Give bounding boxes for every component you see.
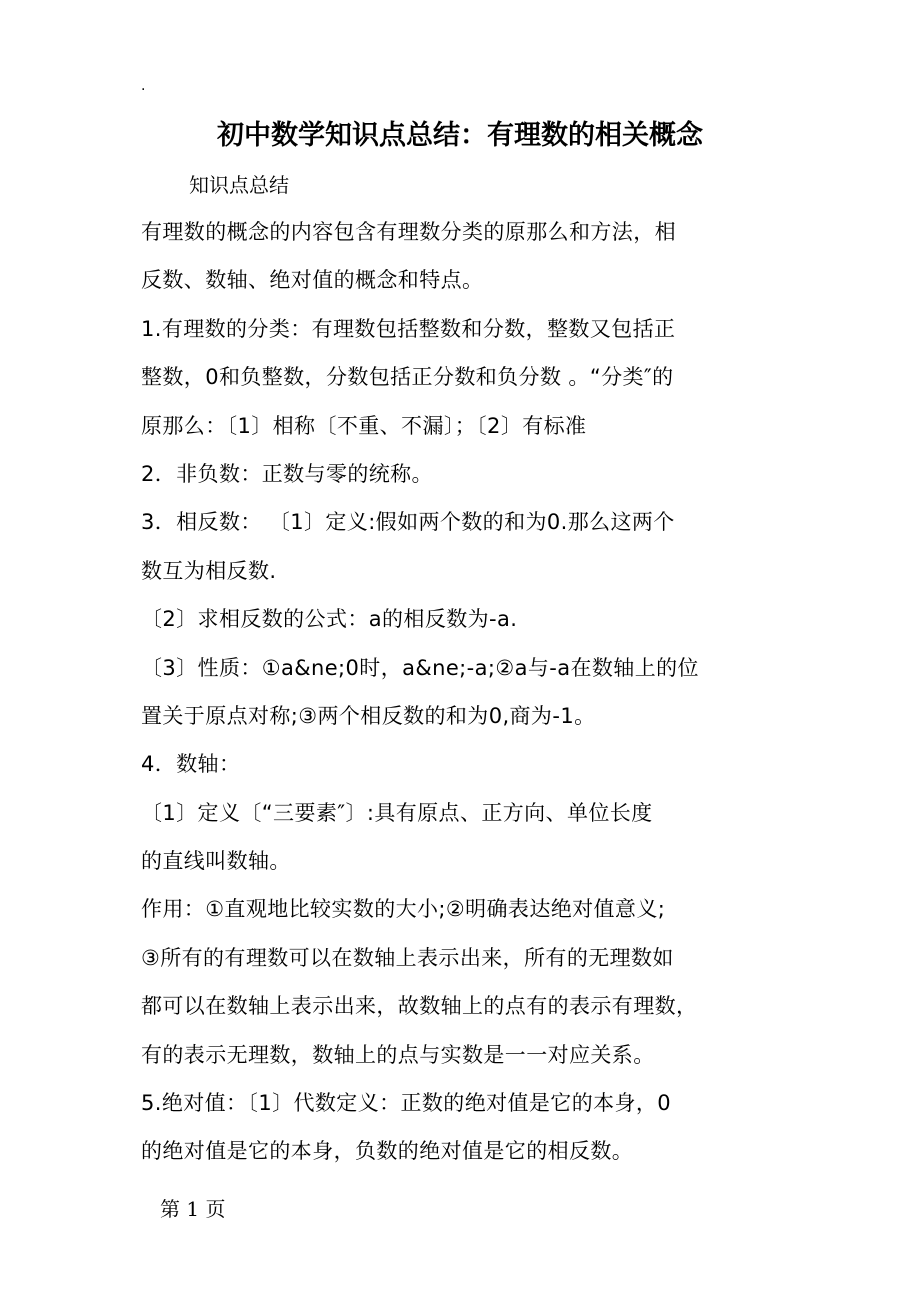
text-line: 〔3〕性质：①a&ne;0时，a&ne;-a;②a与-a在数轴上的位 — [141, 655, 699, 680]
text-line: 5.绝对值：〔1〕代数定义：正数的绝对值是它的本身，0 — [141, 1091, 672, 1116]
text-line: 置关于原点对称;③两个相反数的和为0,商为-1。 — [141, 703, 596, 728]
text-line: 都可以在数轴上表示出来，故数轴上的点有的表示有理数， — [141, 994, 698, 1019]
text-line: ③所有的有理数可以在数轴上表示出来，所有的无理数如 — [141, 945, 674, 970]
text-line: 作用：①直观地比较实数的大小;②明确表达绝对值意义; — [141, 897, 666, 922]
text-line: 1.有理数的分类：有理数包括整数和分数，整数又包括正 — [141, 316, 676, 341]
text-line: 3．相反数： 〔1〕定义:假如两个数的和为0.那么这两个 — [141, 510, 675, 535]
text-line: 原那么：〔1〕相称〔不重、不漏〕；〔2〕有标准 — [141, 413, 587, 438]
header-mark: . — [141, 78, 146, 94]
page-title: 初中数学知识点总结：有理数的相关概念 — [217, 120, 703, 151]
section-subtitle: 知识点总结 — [189, 173, 289, 197]
text-line: 反数、数轴、绝对值的概念和特点。 — [141, 268, 484, 293]
text-line: 〔2〕求相反数的公式：a的相反数为-a. — [141, 607, 518, 632]
page-number: 第 1 页 — [160, 1197, 226, 1221]
text-line: 数互为相反数. — [141, 558, 277, 583]
body-text — [141, 214, 791, 1182]
text-line: 整数，0和负整数，分数包括正分数和负分数 。“分类″的 — [141, 365, 674, 390]
text-line: 4．数轴： — [141, 752, 241, 777]
text-line: 的绝对值是它的本身，负数的绝对值是它的相反数。 — [141, 1139, 634, 1164]
text-line: 〔1〕定义〔“三要素″〕:具有原点、正方向、单位长度 — [141, 800, 653, 825]
text-line: 有理数的概念的内容包含有理数分类的原那么和方法，相 — [141, 220, 676, 244]
text-line: 2．非负数：正数与零的统称。 — [141, 461, 433, 486]
text-line: 的直线叫数轴。 — [141, 849, 291, 874]
text-line: 有的表示无理数，数轴上的点与实数是一一对应关系。 — [141, 1042, 655, 1067]
